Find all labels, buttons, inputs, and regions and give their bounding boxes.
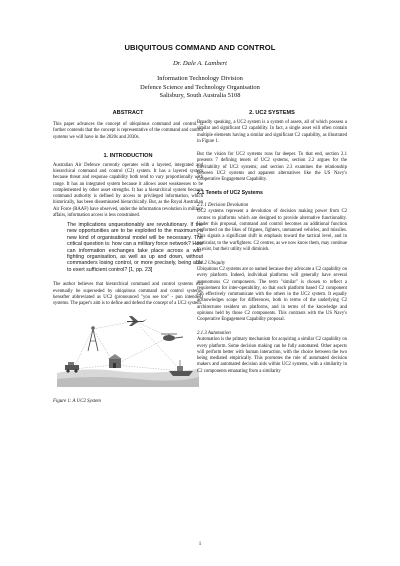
section-2-1-2-text: Ubiquitous C2 systems are so named because they advocate a C2 capability on every platform. Indeed, individual platforms will generally have several autonomous C2 components. The term "similar" is chosen to reflect a requirement for inter-operability, so that each platform based C2 component can effectively communicate with the others in the UC2 system. It equally acknowledges scope for differences, both in terms of the underlying C2 architectures resident on platforms, and in terms of the knowledge and opinions held by those C2 components. This contrasts with the US Navy's Cooperative Engagement Capability proposal. (197, 267, 347, 322)
section-2-1-3-heading: 2.1.3 Automation (197, 331, 231, 337)
figure-1-illustration (57, 311, 199, 387)
section-2-1-heading: 2.1 Tenets of UC2 Systems (197, 190, 263, 197)
abstract-heading: ABSTRACT (112, 110, 144, 116)
right-column (197, 110, 347, 375)
affiliation-block (0, 75, 400, 101)
page-number: 1 (198, 542, 202, 547)
affiliation-line: Defence Science and Technology Organisation (140, 83, 260, 91)
intro-quote: The implications unquestionably are revolutionary. If the new opportunities are to be exploited to the maximum, a new kind of organisational model will be necessary. The critical question is: how can a military force network? How can information exchanges take place across a war-fighting organisation, as well as up and down, without commanders losing control, or more precisely, being able to exert sufficient control? [1, pp. 23] (67, 222, 203, 273)
section-2-paragraph-1: Broadly speaking, a UC2 system is a system of assets, all of which possess a similar and significant C2 capability. In fact, a single asset will often contain multiple elements having a similar and significant C2 capability, as illustrated in Figure 1. (197, 120, 347, 144)
section-2-paragraph-2: But the vision for UC2 systems runs far deeper. To that end, section 2.1 presents 7 defining tenets of UC2 systems, section 2.2 argues for the inevitability of UC2 systems; and section 2.3 examines the relationship between UC2 systems and apparent alternatives like the US Navy's Cooperative Engagement Capability. (197, 152, 347, 182)
section-2-1-3-text: Automation is the primary mechanism for acquiring a similar C2 capability on every platform. Some decision making can be fully automated. Other aspects will perform better with human interaction, with the choice between the two being mediated empirically. This promotes the role of automated decision makers and automated decision aids within UC2 systems, with a similarity in C2 components emanating from a similarity (197, 337, 347, 374)
intro-body-text: The author believes that hierarchical command and control systems will eventually be superseded by ubiquitous command and control systems, hereafter abbreviated as UC2 (pronounced "you see too" - pun intended) systems. The paper's aim is to define and defend the concept of a UC2 system. (53, 282, 203, 306)
author-name: Dr. Dale A. Lambert (173, 60, 227, 67)
affiliation-line: Information Technology Division (157, 75, 243, 82)
section-2-1-1-text: UC2 systems represent a devolution of decision making power from C2 centres to platforms which are designed to provide alternative functionality. Under this proposal, command and control becomes an additional function performed on the likes of frigates, fighters, unmanned vehicles, and missiles. This signals a significant shift in emphasis toward the tactical level, and in particular, to the warfighters. C2 centres, as we now know them, may continue to exist, but their utility will diminish. (197, 209, 347, 252)
section-2-1-1-heading: 2.1.1 Decision Devolution (197, 203, 249, 209)
left-column (53, 110, 203, 404)
affiliation-line: Salisbury, South Australia 5108 (159, 92, 241, 100)
intro-heading: 1. INTRODUCTION (103, 152, 153, 159)
section-2-1-2-heading: 2.1.2 Ubiquity (197, 261, 226, 266)
section-2-heading: 2. UC2 SYSTEMS (249, 110, 295, 116)
intro-text: Australian Air Defence currently operates with a layered, integrated and hierarchical command and control (C2) system. It has a layered system because threat and response capability both tend to vary proportionally with range. It has an integrated system because it allows asset weaknesses to be complemented by other asset strengths. It has a hierarchical system because command authority is defined by access to privileged information, which historically, has been disseminated hierarchically. But, as the Royal Australian Air Force (RAAF) have observed, under the information revolution in military affairs, information access is less constrained. (53, 162, 203, 218)
paper-title: UBIQUITOUS COMMAND AND CONTROL (124, 43, 276, 52)
figure-1-caption: Figure 1: A UC2 System (53, 399, 101, 405)
figure-1 (53, 311, 203, 397)
abstract-text: This paper advances the concept of ubiquitous command and control. It further contends that the concept is representative of the command and control systems we will have in the 2020s and 2030s. (53, 122, 203, 140)
